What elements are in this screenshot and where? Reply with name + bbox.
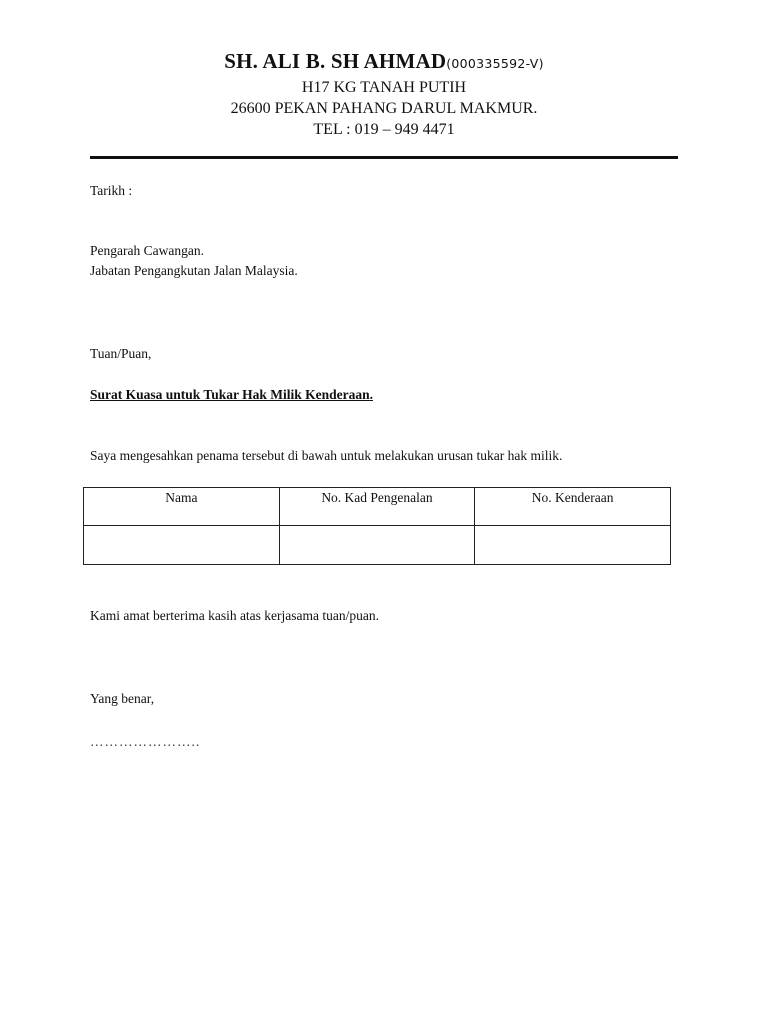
- recipient-title: Pengarah Cawangan.: [90, 243, 204, 258]
- cell-kad-pengenalan[interactable]: [279, 526, 475, 565]
- phone-number: TEL : 019 – 949 4471: [313, 121, 455, 138]
- recipient-department: Jabatan Pengangkutan Jalan Malaysia.: [90, 263, 298, 278]
- salutation: Tuan/Puan,: [90, 346, 152, 361]
- letterhead-divider: [90, 156, 678, 159]
- sender-name: SH. ALI B. SH AHMAD: [224, 49, 447, 73]
- column-header-kenderaan: No. Kenderaan: [475, 488, 671, 526]
- letterhead: [0, 48, 768, 140]
- date-label: Tarikh :: [90, 183, 133, 198]
- letter-subject: Surat Kuasa untuk Tukar Hak Milik Kenderaan.: [90, 387, 373, 402]
- cell-kenderaan[interactable]: [475, 526, 671, 565]
- authorization-table: [83, 487, 671, 565]
- registration-number: (000335592-V): [446, 56, 544, 71]
- letter-body: Saya mengesahkan penama tersebut di bawah untuk melakukan urusan tukar hak milik.: [90, 448, 563, 463]
- table-header-row: [84, 488, 671, 526]
- sign-off: Yang benar,: [90, 691, 155, 706]
- table-row: [84, 526, 671, 565]
- signature-line: …………………..: [90, 734, 201, 749]
- cell-nama[interactable]: [84, 526, 280, 565]
- column-header-kad-pengenalan: No. Kad Pengenalan: [279, 488, 475, 526]
- address-line-2: 26600 PEKAN PAHANG DARUL MAKMUR.: [230, 100, 538, 117]
- letterhead-name-line: [0, 48, 768, 77]
- closing-thanks: Kami amat berterima kasih atas kerjasama tuan/puan.: [90, 608, 380, 623]
- column-header-nama: Nama: [84, 488, 280, 526]
- address-line-1: H17 KG TANAH PUTIH: [301, 79, 467, 96]
